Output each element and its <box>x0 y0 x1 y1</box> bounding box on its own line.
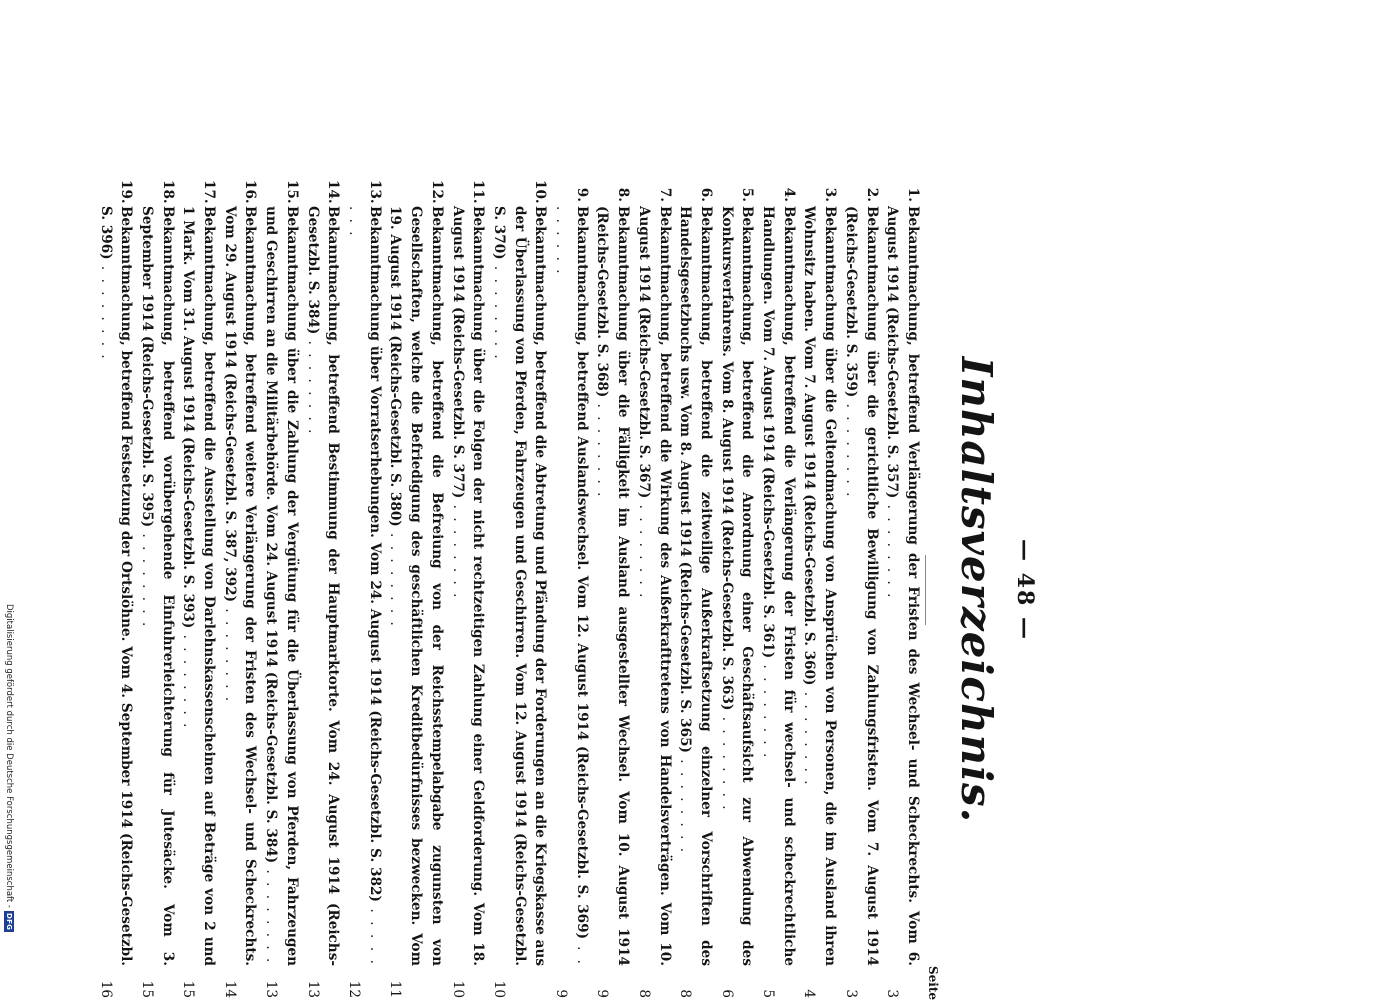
toc-entry-page: 10 <box>449 980 466 998</box>
toc-entry-page: 8 <box>635 989 652 998</box>
toc-entry-page: 13 <box>263 980 280 998</box>
table-of-contents <box>95 180 923 1000</box>
toc-entry-text: Bekanntmachung, betreffend die Verlängerung der Fristen für wechsel- und scheckrechtliche Handlungen. Vom 7. August 1914 (Reichs-Gesetzbl. S. 361) <box>760 206 797 966</box>
toc-entry-number: 19. <box>118 180 135 204</box>
dot-leader: . . . . . . . . <box>221 602 238 704</box>
dot-leader: . . . . . . . . <box>718 710 735 812</box>
toc-entry-number: 1. <box>905 187 921 202</box>
dot-leader: . . . . . . . . <box>801 685 818 787</box>
toc-entry-number: 2. <box>863 187 880 202</box>
dot-leader: . . . . . . . . <box>97 259 114 361</box>
toc-entry-page: 4 <box>801 989 818 998</box>
dot-leader: . . . . . . . . <box>346 206 383 966</box>
toc-entry-number: 3. <box>822 187 839 202</box>
digitization-credit: Digitalisierung gefördert durch die Deutsche Forschungsgemeinschaft - <box>4 604 14 908</box>
toc-entry-page: 14 <box>221 980 238 998</box>
toc-entry-page: 3 <box>842 989 859 998</box>
toc-entry-page: 6 <box>718 989 735 998</box>
dfg-logo: DFG <box>5 912 13 931</box>
dot-leader: . . . . . . . . <box>594 397 611 499</box>
toc-entry <box>488 180 550 1000</box>
toc-entry-text: Bekanntmachung über die gerichtliche Bewilligung von Zahlungsfristen. Vom 7. August 1914 (Reichs-Gesetzbl. S. 359) <box>842 206 880 966</box>
rotated-document-page <box>97 180 1038 1000</box>
toc-entry <box>675 180 716 1000</box>
toc-entry-text: Bekanntmachung, betreffend die Anordnung einer Geschäftsaufsicht zur Abwendung des Konkursverfahrens. Vom 8. August 1914 (Reichs-Gesetzbl. S. 363) <box>718 206 756 966</box>
toc-entry-page: 9 <box>594 989 611 998</box>
dot-leader: . . . . . . . . <box>553 206 590 966</box>
page-column-label: Seite <box>926 965 940 1000</box>
toc-entry-text: Bekanntmachung, betreffend Auslandswechsel. Vom 12. August 1914 (Reichs-Gesetzbl. S. 369) <box>573 206 590 940</box>
toc-entry-number: 9. <box>573 187 590 202</box>
toc-entry-text: Bekanntmachung, betreffend Verlängerung der Fristen des Wechsel- und Scheckrechts. Vom 6. August 1914 (Reichs-Gesetzbl. S. 357) <box>884 206 921 966</box>
toc-entry <box>799 180 840 1000</box>
toc-entry-text: Bekanntmachung, betreffend die Ausstellung von Darlehnskassenscheinen auf Beträge von 2 und 1 Mark. Vom 31. August 1914 (Reichs-Gesetzbl. S. 393) <box>180 206 218 966</box>
dot-leader: . . . . . . . . <box>263 863 280 965</box>
dot-leader: . . . . . . . . <box>884 498 901 600</box>
dot-leader: . . . . . . . . <box>760 658 777 760</box>
toc-entry <box>550 180 591 1000</box>
toc-entry <box>882 180 923 1000</box>
toc-entry <box>95 180 136 1000</box>
dot-leader: . . . . . . . . <box>387 526 404 628</box>
toc-entry <box>716 180 757 1000</box>
toc-entry <box>302 180 343 1000</box>
toc-entry-text: Bekanntmachung über die Fälligkeit im Ausland ausgestellter Wechsel. Vom 10. August 1914 (Reichs-Gesetzbl. S. 368) <box>594 206 632 966</box>
toc-entry-number: 8. <box>615 187 632 202</box>
toc-entry-number: 13. <box>366 180 383 204</box>
toc-entry-text: Bekanntmachung, betreffend die Befreiung von der Reichsstempelabgabe zugunsten von Gesellschaften, welche die Befriedigung des geschäftlichen Kreditbedürfnisses bezwecken. Vom 19. August 1914 (Reichs-Gesetzbl. S. 380) <box>387 206 445 966</box>
toc-entry-number: 17. <box>201 180 218 204</box>
toc-entry <box>447 180 488 1000</box>
toc-entry-page: 15 <box>138 980 155 998</box>
toc-entry-page: 12 <box>346 980 363 998</box>
toc-entry-number: 14. <box>325 180 342 204</box>
toc-entry-text: Bekanntmachung über die Zahlung der Vergütung für die Überlassung von Pferden, Fahrzeugen und Geschirren an die Militärbehörde. Vom 24. August 1914 (Reichs-Gesetzbl. S. 384) <box>263 206 300 966</box>
toc-entry-number: 12. <box>428 180 445 204</box>
toc-entry <box>261 180 302 1000</box>
toc-entry <box>343 180 384 1000</box>
dot-leader: . . . . . . . . <box>449 498 466 600</box>
toc-entry-text: Bekanntmachung über die Geltendmachung von Ansprüchen von Personen, die im Ausland ihren Wohnsitz haben. Vom 7. August 1914 (Reichs-Gesetzbl. S. 360) <box>801 206 839 966</box>
toc-entry-text: Bekanntmachung, betreffend Bestimmung der Hauptmarktorte. Vom 24. August 1914 (Reichs-Gesetzbl. S. 384) <box>304 206 342 966</box>
toc-entry-page: 5 <box>760 989 777 998</box>
toc-entry-text: Bekanntmachung, betreffend Festsetzung der Ortslöhne. Vom 4. September 1914 (Reichs-Gesetzbl. S. 396) <box>97 206 135 966</box>
dot-leader: . . . . . . . . <box>490 259 507 361</box>
toc-entry-page: 3 <box>884 989 901 998</box>
toc-entry-number: 16. <box>242 180 259 204</box>
side-credit <box>0 0 18 1000</box>
dot-leader: . . . . . . . . <box>842 397 859 499</box>
toc-entry-text: Bekanntmachung, betreffend die Wirkung des Außerkrafttretens von Handelsverträgen. Vom 10. August 1914 (Reichs-Gesetzbl. S. 367) <box>635 206 673 966</box>
dot-leader: . . . . . . . . <box>635 498 652 600</box>
toc-entry <box>136 180 177 1000</box>
page-title: Inhaltsverzeichnis. <box>952 356 1001 824</box>
toc-entry-text: Bekanntmachung, betreffend die Abtretung und Pfändung der Forderungen an die Kriegskasse aus der Überlassung von Pferden, Fahrzeugen und Geschirren. Vom 12. August 1914 (Reichs-Gesetzbl. S. 370) <box>490 206 549 966</box>
dot-leader: . . . . . . . . <box>677 752 694 855</box>
dot-leader: . . . . . . . . <box>138 527 155 629</box>
toc-entry-page: 10 <box>490 980 507 998</box>
toc-entry-number: 18. <box>159 180 176 204</box>
toc-entry-page: 9 <box>553 989 570 998</box>
toc-entry-text: Bekanntmachung über Vorratserhebungen. Vom 24. August 1914 (Reichs-Gesetzbl. S. 382) <box>366 206 383 902</box>
toc-entry-number: 11. <box>470 180 487 204</box>
toc-entry <box>757 180 798 1000</box>
toc-entry-page: 8 <box>677 989 694 998</box>
toc-entry-number: 4. <box>780 187 797 202</box>
toc-entry-number: 5. <box>739 187 756 202</box>
dot-leader: . . . . . . . . <box>180 628 197 730</box>
toc-entry-number: 15. <box>283 180 300 204</box>
toc-entry-number: 7. <box>656 187 673 202</box>
toc-entry-number: 6. <box>697 187 714 202</box>
toc-entry-page: 13 <box>304 980 321 998</box>
toc-entry-text: Bekanntmachung, betreffend die zeitweilige Außerkraftsetzung einzelner Vorschriften des Handelsgesetzbuchs usw. Vom 8. August 1914 (Reichs-Gesetzbl. S. 365) <box>677 206 714 966</box>
dot-leader: . . . . . . . . <box>304 334 321 436</box>
toc-entry-page: 15 <box>180 980 197 998</box>
toc-entry <box>178 180 219 1000</box>
page-number: — 48 — <box>1012 539 1038 641</box>
title-divider <box>925 555 926 625</box>
toc-entry <box>592 180 633 1000</box>
toc-entry <box>840 180 881 1000</box>
toc-entry-number: 10. <box>532 180 549 204</box>
toc-entry-text: Bekanntmachung, betreffend vorübergehende Einfuhrerleichterung für Jutesäcke. Vom 3. September 1914 (Reichs-Gesetzbl. S. 395) <box>138 206 176 966</box>
toc-entry <box>385 180 447 1000</box>
toc-entry-page: 11 <box>387 980 404 998</box>
toc-entry-text: Bekanntmachung über die Folgen der nicht rechtzeitigen Zahlung einer Geldforderung. Vom 18. August 1914 (Reichs-Gesetzbl. S. 377) <box>449 206 487 966</box>
toc-entry <box>633 180 674 1000</box>
toc-entry-text: Bekanntmachung, betreffend weitere Verlängerung der Fristen des Wechsel- und Scheckrechts. Vom 29. August 1914 (Reichs-Gesetzbl. S. 387, 392) <box>221 206 259 966</box>
toc-entry-page: 16 <box>97 980 114 998</box>
toc-entry <box>219 180 260 1000</box>
